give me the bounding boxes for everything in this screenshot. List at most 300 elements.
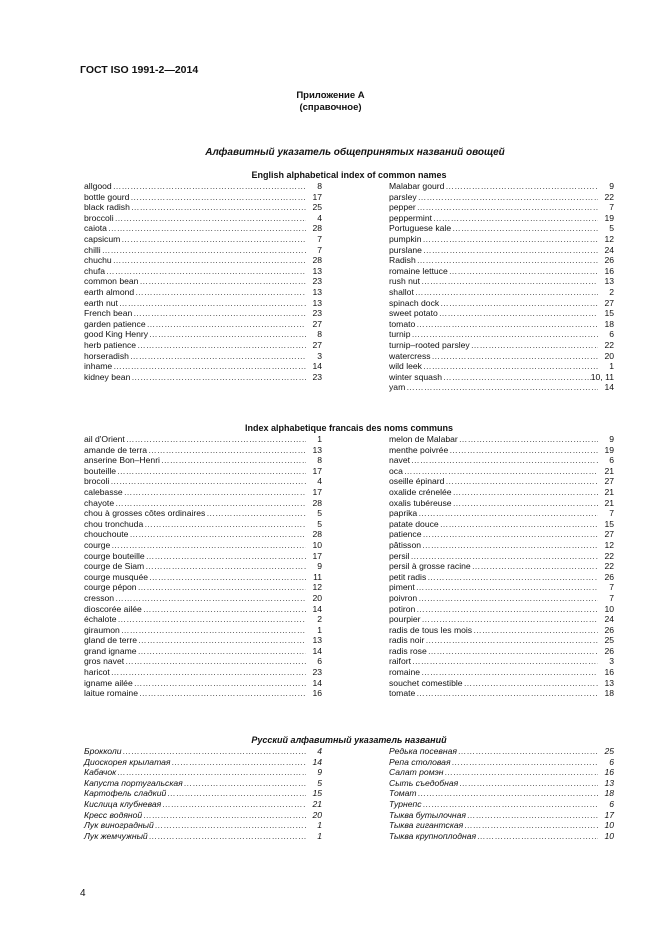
dot-leader [471,340,598,351]
dot-leader [427,572,598,583]
entry-page-number: 2 [609,286,614,297]
index-entry [389,820,614,831]
entry-page-number: 20 [312,592,322,603]
entry-name: garden patience [84,318,146,329]
entry-page-number: 13 [604,276,614,287]
dot-leader [416,319,598,330]
index-entry [389,604,614,615]
index-entry [84,361,322,372]
entry-name: bottle gourd [84,191,130,202]
dot-leader [432,351,598,362]
entry-name: Лук виноградный [84,820,154,831]
entry-name: allgood [84,181,112,191]
entry-page-number: 4 [317,212,322,223]
index-entry [84,455,322,466]
index-entry [389,466,614,477]
dot-leader [445,181,598,192]
entry-page-number: 22 [604,550,614,561]
dot-leader [113,361,306,372]
index-entry [389,308,614,319]
index-entry [84,234,322,245]
index-entry [84,529,322,540]
dot-leader [134,678,306,689]
entry-page-number: 13 [604,677,614,688]
annex-title: Приложение А [296,90,365,101]
entry-name: black radish [84,202,130,213]
index-entry [84,778,322,789]
entry-page-number: 14 [312,677,322,688]
index-entry [389,181,614,192]
index-entry [84,810,322,821]
entry-name: Malabar gourd [389,181,445,191]
index-entry [84,181,322,192]
entry-page-number: 1 [317,624,322,635]
dot-leader [139,276,306,287]
index-entry [84,276,322,287]
entry-page-number: 22 [604,561,614,572]
entry-page-number: 10 [604,830,614,841]
entry-page-number: 6 [609,455,614,466]
index-entry [389,582,614,593]
entry-page-number: 26 [604,571,614,582]
entry-page-number: 24 [604,244,614,255]
index-entry [84,202,322,213]
index-entry [389,445,614,456]
entry-name: wild leek [389,361,422,372]
index-entry [389,498,614,509]
entry-page-number: 7 [609,202,614,213]
entry-page-number: 15 [604,518,614,529]
index-entry [84,831,322,842]
entry-page-number: 4 [317,476,322,487]
dot-leader [417,202,598,213]
entry-name: oseille épinard [389,476,445,487]
entry-page-number: 20 [604,350,614,361]
entry-name: caiota [84,223,107,234]
dot-leader [115,498,306,509]
index-entry [389,319,614,330]
entry-page-number: 26 [604,255,614,266]
dot-leader [415,287,598,298]
index-entry [84,340,322,351]
index-entry [84,746,322,757]
entry-page-number: 7 [317,244,322,255]
index-entry [389,351,614,362]
index-entry [389,646,614,657]
entry-name: earth almond [84,286,135,297]
entry-name: gros navet [84,656,125,667]
index-entry [389,799,614,810]
dot-leader [135,287,306,298]
dot-leader [133,308,306,319]
entry-name: Редька посевная [389,746,457,756]
entry-name: échalote [84,614,117,625]
entry-name: pâtisson [389,539,422,550]
dot-leader [113,181,306,192]
entry-page-number: 6 [317,656,322,667]
entry-page-number: 6 [609,329,614,340]
index-entry [389,572,614,583]
entry-name: oxalis tubéreuse [389,497,452,508]
dot-leader [155,820,306,831]
entry-page-number: 6 [609,798,614,809]
entry-name: Кабачок [84,767,117,778]
dot-leader [406,382,598,393]
index-entry [389,767,614,778]
dot-leader [439,308,598,319]
index-entry [389,831,614,842]
index-entry [389,476,614,487]
dot-leader [143,604,306,615]
entry-page-number: 21 [604,497,614,508]
index-entry [84,372,322,383]
dot-leader [149,572,306,583]
dot-leader [443,372,591,383]
entry-page-number: 18 [604,318,614,329]
index-entry [389,361,614,372]
index-entry [84,582,322,593]
dot-leader [162,799,306,810]
entry-name: Салат ромэн [389,767,444,778]
english-index-title: English alphabetical index of common names [251,170,447,180]
dot-leader [138,582,306,593]
entry-name: patate douce [389,518,439,529]
dot-leader [453,498,598,509]
entry-name: cresson [84,592,115,603]
entry-name: menthe poivrée [389,444,449,455]
entry-page-number: 16 [312,688,322,699]
dot-leader [113,255,306,266]
dot-leader [167,788,306,799]
entry-name: amande de terra [84,444,148,455]
entry-page-number: 4 [317,746,322,756]
entry-name: dioscorée ailée [84,603,142,614]
entry-name: Сыть съедобная [389,777,459,788]
dot-leader [428,646,598,657]
entry-name: chouchoute [84,529,129,540]
entry-page-number: 13 [312,297,322,308]
entry-page-number: 8 [317,329,322,340]
entry-name: Кресс водяной [84,809,143,820]
entry-name: raifort [389,656,411,667]
index-entry [84,487,322,498]
entry-page-number: 6 [609,756,614,767]
entry-page-number: 13 [312,444,322,455]
dot-leader [172,757,307,768]
entry-page-number: 23 [312,308,322,319]
entry-page-number: 21 [604,486,614,497]
entry-page-number: 13 [312,635,322,646]
dot-leader [130,351,306,362]
entry-page-number: 14 [312,645,322,656]
entry-name: chuchu [84,255,112,266]
entry-name: Кислица клубневая [84,798,162,809]
entry-page-number: 23 [312,667,322,678]
entry-name: grand igname [84,645,137,656]
dot-leader [422,614,598,625]
entry-name: Portuguese kale [389,223,452,234]
index-main-title: Алфавитный указатель общепринятых названий овощей [205,147,505,158]
index-entry [84,329,322,340]
index-entry [389,593,614,604]
entry-name: turnip [389,329,411,340]
dot-leader [121,625,306,636]
entry-name: persil [389,550,410,561]
entry-page-number: 10 [604,603,614,614]
dot-leader [122,746,306,757]
entry-page-number: 27 [604,476,614,487]
dot-leader [411,551,598,562]
entry-name: peppermint [389,212,432,223]
entry-name: horseradish [84,350,129,361]
entry-page-number: 5 [317,508,322,519]
index-entry [84,508,322,519]
index-entry [84,445,322,456]
entry-page-number: 27 [604,297,614,308]
dot-leader [206,508,306,519]
index-entry [84,266,322,277]
entry-name: potiron [389,603,416,614]
dot-leader [433,213,598,224]
index-entry [389,192,614,203]
dot-leader [111,540,306,551]
entry-name: chou à grosses côtes ordinaires [84,508,206,519]
russian-index-left-column [84,746,322,841]
entry-page-number: 7 [317,233,322,244]
index-entry [84,287,322,298]
entry-page-number: 25 [604,746,614,756]
index-entry [389,561,614,572]
entry-name: igname ailée [84,677,133,688]
index-entry [389,276,614,287]
entry-page-number: 26 [604,624,614,635]
index-entry [84,434,322,445]
index-entry [84,213,322,224]
dot-leader [412,656,598,667]
index-entry [389,223,614,234]
dot-leader [139,688,306,699]
dot-leader [440,298,598,309]
index-entry [389,529,614,540]
dot-leader [119,298,306,309]
entry-page-number: 16 [604,767,614,778]
dot-leader [418,192,598,203]
entry-name: radis rose [389,645,427,656]
dot-leader [184,778,306,789]
dot-leader [138,646,306,657]
entry-name: romaine lettuce [389,265,448,276]
entry-page-number: 9 [609,434,614,444]
index-entry [389,508,614,519]
index-entry [84,667,322,678]
entry-name: Radish [389,255,416,266]
entry-name: parsley [389,191,417,202]
index-entry [389,487,614,498]
dot-leader [422,234,598,245]
index-entry [389,667,614,678]
dot-leader [425,635,598,646]
dot-leader [452,757,598,768]
entry-page-number: 27 [312,318,322,329]
russian-index-right-column [389,746,614,841]
entry-page-number: 21 [312,798,322,809]
entry-page-number: 23 [312,276,322,287]
entry-name: piment [389,582,415,593]
dot-leader [458,746,598,757]
index-entry [84,319,322,330]
dot-leader [440,519,598,530]
index-entry [389,298,614,309]
entry-page-number: 1 [317,820,322,831]
entry-page-number: 22 [604,339,614,350]
entry-name: poivron [389,592,418,603]
dot-leader [144,519,306,530]
entry-name: romaine [389,667,421,678]
entry-name: petit radis [389,571,427,582]
index-entry [389,266,614,277]
entry-name: souchet comestible [389,677,463,688]
dot-leader [145,561,306,572]
french-index-left-column [84,434,322,699]
entry-name: Тыква бутылочная [389,809,467,820]
index-entry [84,625,322,636]
dot-leader [129,529,306,540]
index-entry [84,192,322,203]
index-entry [84,223,322,234]
dot-leader [131,202,306,213]
entry-name: Диоскорея крылатая [84,756,171,767]
entry-page-number: 13 [604,777,614,788]
index-entry [84,678,322,689]
entry-page-number: 1 [609,361,614,372]
dot-leader [477,831,598,842]
entry-page-number: 26 [604,645,614,656]
entry-name: courge [84,539,111,550]
index-entry [389,455,614,466]
dot-leader [143,810,306,821]
index-entry [84,614,322,625]
dot-leader [449,266,598,277]
index-entry [84,788,322,799]
dot-leader [115,213,306,224]
entry-name: broccoli [84,212,114,223]
annex-type: (справочное) [299,102,362,113]
index-entry [389,551,614,562]
dot-leader [121,234,306,245]
dot-leader [472,561,598,572]
entry-page-number: 12 [604,539,614,550]
index-entry [389,635,614,646]
entry-page-number: 16 [604,667,614,678]
entry-name: navet [389,455,411,466]
entry-page-number: 8 [317,181,322,191]
dot-leader [416,604,598,615]
index-entry [389,382,614,393]
index-entry [389,625,614,636]
dot-leader [130,192,306,203]
dot-leader [411,455,598,466]
dot-leader [423,361,598,372]
english-index-right-column [389,181,614,393]
entry-page-number: 10, 11 [590,371,614,382]
entry-name: Тыква гигантская [389,820,464,831]
entry-page-number: 13 [312,265,322,276]
entry-page-number: 17 [312,550,322,561]
english-index-left-column [84,181,322,382]
dot-leader [423,245,598,256]
entry-name: chayote [84,497,115,508]
dot-leader [418,788,598,799]
entry-page-number: 21 [604,465,614,476]
index-entry [389,329,614,340]
dot-leader [149,329,306,340]
entry-page-number: 28 [312,529,322,540]
entry-page-number: 5 [317,518,322,529]
entry-name: Картофель сладкий [84,788,167,799]
entry-name: persil à grosse racine [389,561,471,572]
entry-name: common bean [84,276,139,287]
entry-page-number: 12 [604,233,614,244]
entry-page-number: 27 [604,529,614,540]
index-entry [84,572,322,583]
entry-page-number: 27 [312,339,322,350]
entry-name: brocoli [84,476,110,487]
entry-name: watercress [389,350,431,361]
index-entry [389,213,614,224]
dot-leader [161,455,306,466]
entry-name: good King Henry [84,329,149,340]
index-entry [389,757,614,768]
entry-page-number: 19 [604,444,614,455]
entry-page-number: 23 [312,371,322,382]
entry-name: rush nut [389,276,421,287]
entry-page-number: 1 [317,434,322,444]
entry-page-number: 14 [312,361,322,372]
dot-leader [421,276,598,287]
index-entry [389,519,614,530]
entry-name: sweet potato [389,308,438,319]
dot-leader [117,767,306,778]
dot-leader [146,551,306,562]
entry-page-number: 18 [604,688,614,699]
index-entry [84,298,322,309]
dot-leader [148,445,306,456]
index-entry [84,688,322,699]
dot-leader [149,831,306,842]
entry-page-number: 12 [312,582,322,593]
index-entry [389,372,614,383]
entry-page-number: 9 [317,767,322,778]
index-entry [389,688,614,699]
entry-page-number: 18 [604,788,614,799]
entry-name: melon de Malabar [389,434,458,444]
entry-page-number: 8 [317,455,322,466]
dot-leader [467,810,598,821]
entry-name: Репа столовая [389,756,451,767]
entry-name: oca [389,465,403,476]
entry-page-number: 7 [609,592,614,603]
index-entry [389,255,614,266]
entry-name: paprika [389,508,418,519]
index-entry [389,810,614,821]
entry-name: French bean [84,308,133,319]
dot-leader [423,799,598,810]
index-entry [84,799,322,810]
entry-page-number: 5 [317,777,322,788]
index-entry [389,778,614,789]
index-entry [84,245,322,256]
dot-leader [418,593,598,604]
